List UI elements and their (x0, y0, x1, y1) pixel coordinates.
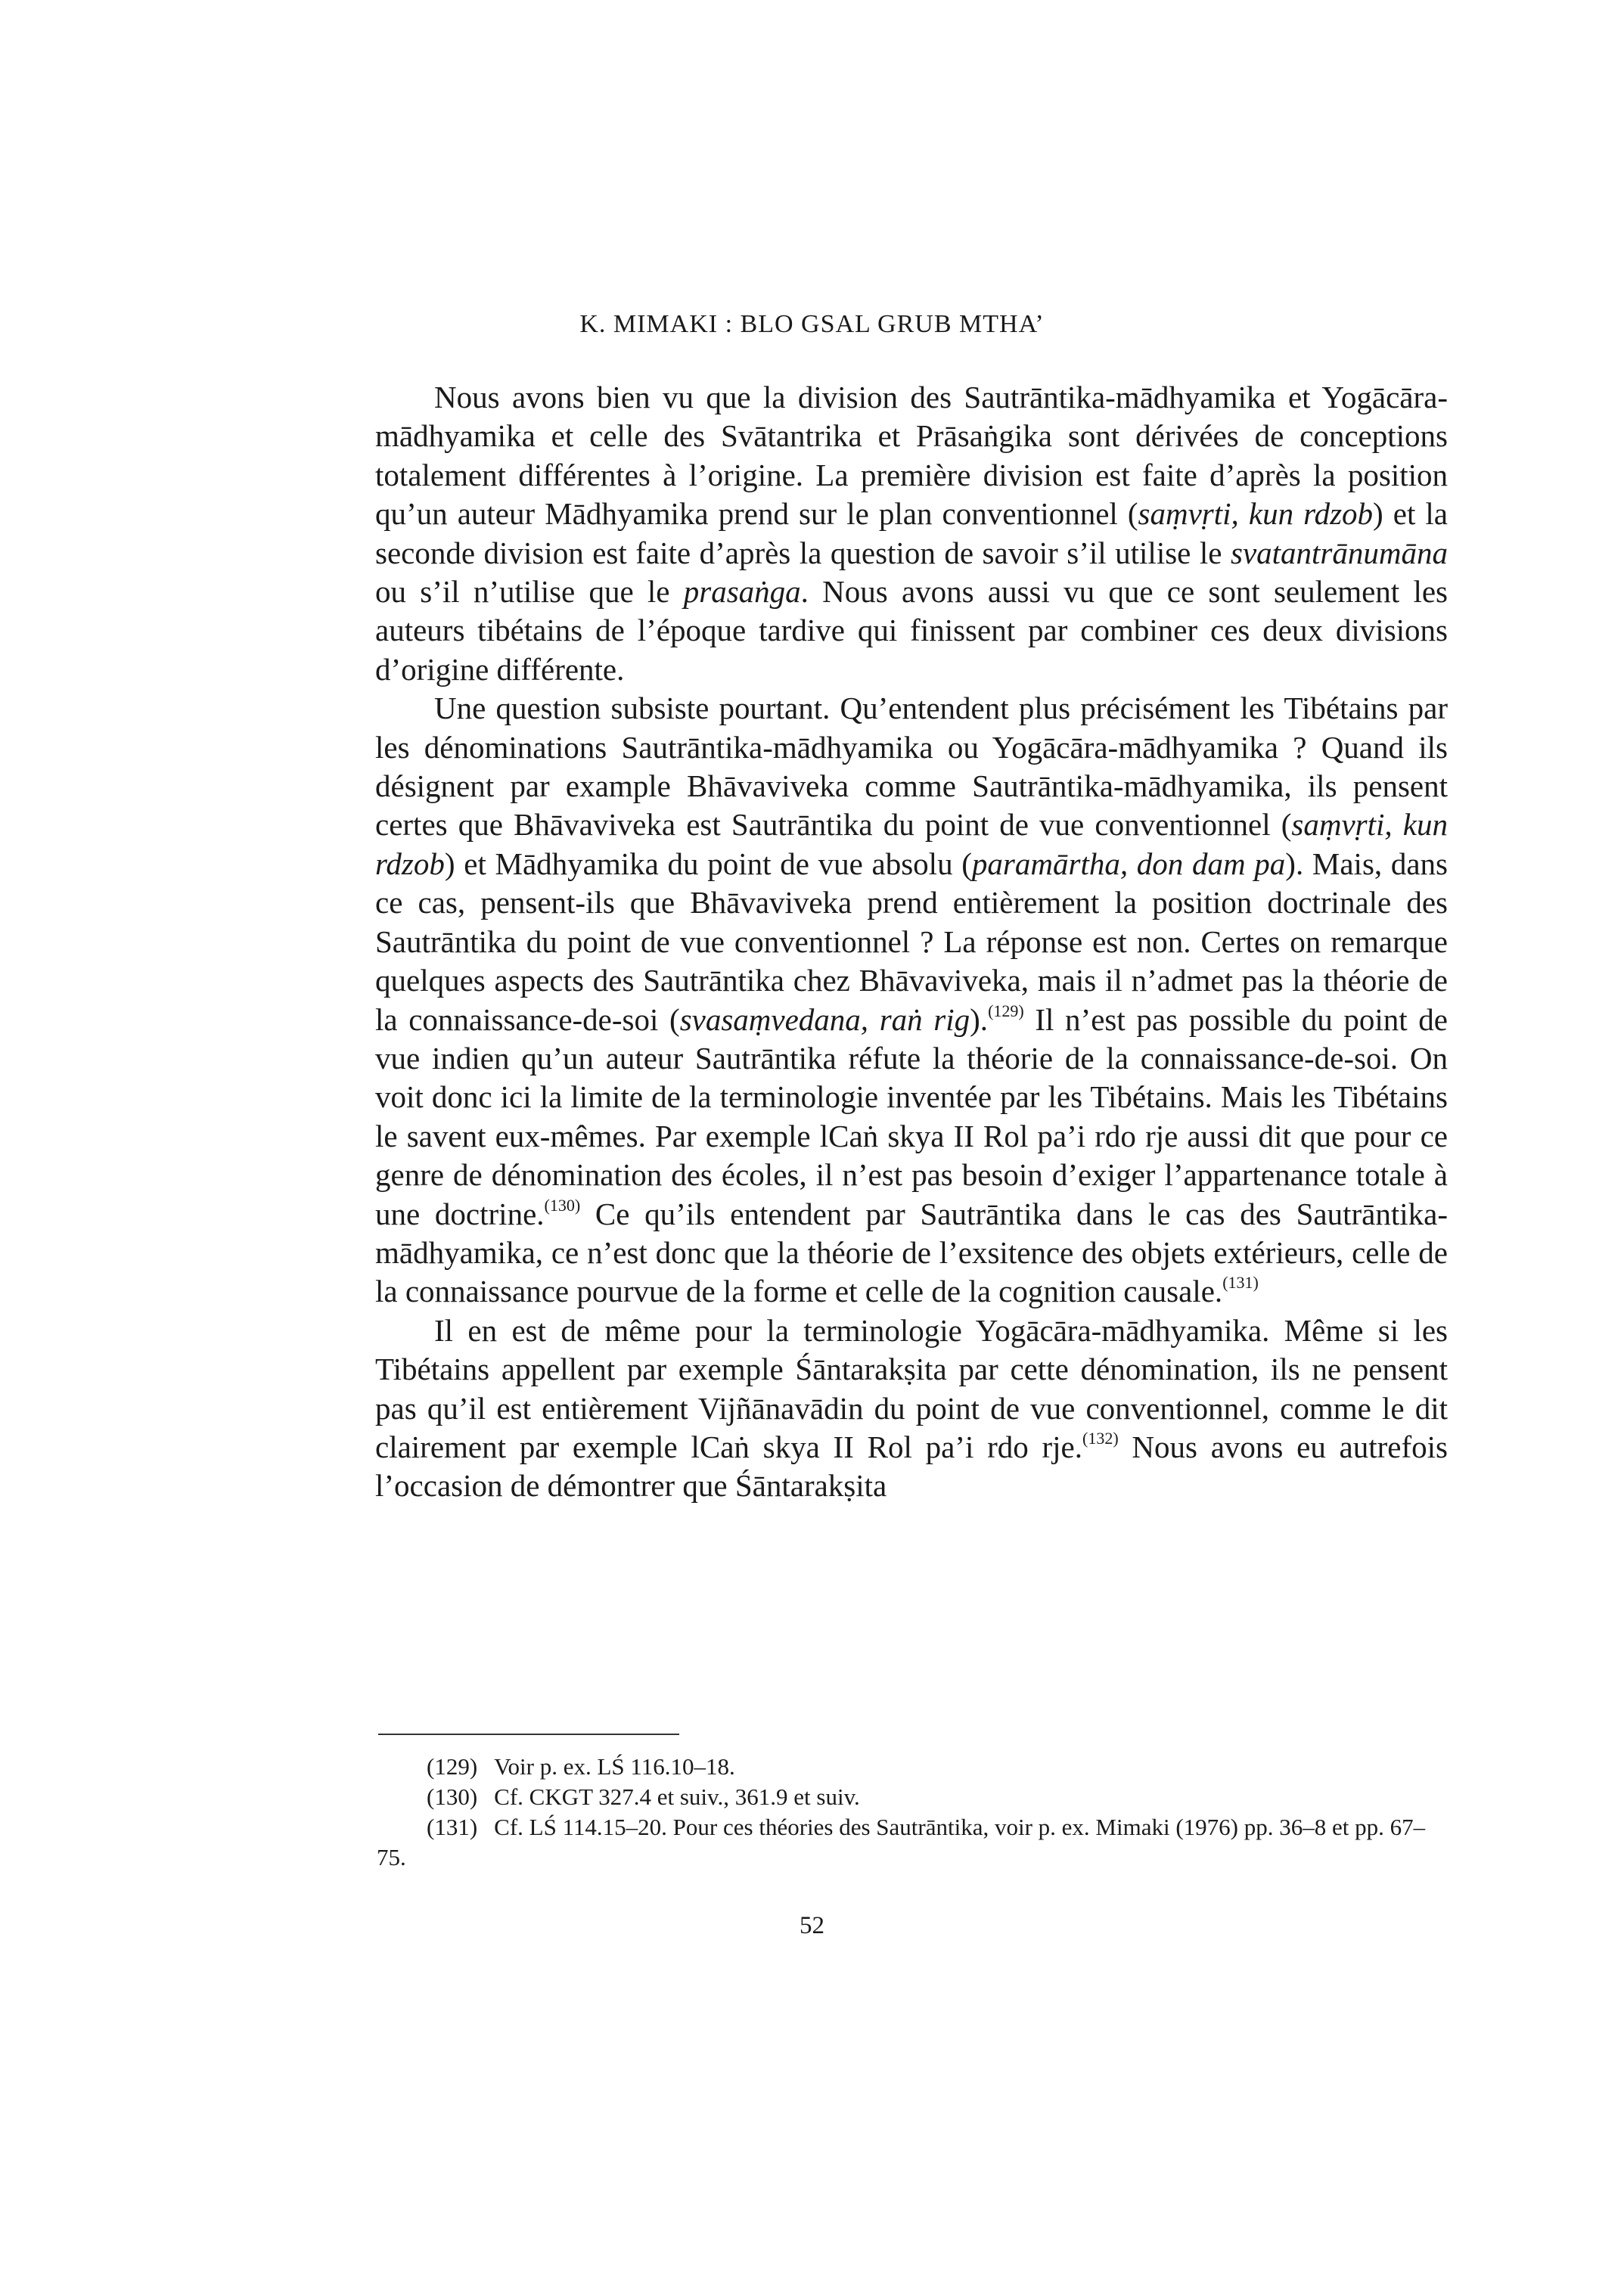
footnote-ref: (130) (544, 1195, 581, 1215)
paragraph (375, 378, 1448, 689)
text-run: Nous avons eu autrefois l’occasion de démontrer que Śāntarakṣita (375, 1429, 1449, 1504)
footnote (377, 1782, 1447, 1812)
footnote (377, 1752, 1447, 1782)
text-run: ou s’il n’utilise que le (375, 574, 684, 610)
running-head: K. MIMAKI : BLO GSAL GRUB MTHA’ (579, 310, 1045, 338)
text-run: Ce qu’ils entendent par Sautrāntika dans le cas des Sautrāntika-mādhyamika, ce n’est donc que la théorie de l’exsitence des objets extérieurs, celle de la connaissance pourvue de la forme et celle de la cognition causale. (375, 1196, 1448, 1309)
italic-term: saṃvṛti, kun rdzob (1138, 496, 1374, 532)
italic-term: paramārtha, don dam pa (971, 846, 1286, 881)
text-run: ). Mais, dans ce cas, pensent-ils que Bhāvaviveka prend entièrement la position doctrinale des Sautrāntika du point de vue conventionnel ? La réponse est non. Certes on remarque quelques aspects des Sautrāntika chez Bhāvaviveka, mais il n’admet pas la théorie de la connaissance-de-soi ( (375, 846, 1448, 1037)
footnote-ref: (131) (1222, 1273, 1259, 1293)
text-run: Il en est de même pour la terminologie Yogācāra-mādhyamika. Même si les Tibétains appellent par exemple Śāntarakṣita par cette dénomination, ils ne pensent pas qu’il est entièrement Vijñānavādin du point de vue conventionnel, comme le dit clairement par exemple lCaṅ skya II Rol pa’i rdo rje. (375, 1312, 1448, 1464)
footnote-number: (129) (427, 1753, 478, 1780)
footnote-ref: (132) (1082, 1428, 1119, 1448)
footnote-text: Voir p. ex. LŚ 116.10–18. (494, 1753, 735, 1780)
text-run: ) et la seconde division est faite d’après la question de savoir s’il utilise le (375, 496, 1449, 570)
italic-term: svasaṃvedana, raṅ rig (679, 1001, 970, 1037)
footnote-text: Cf. CKGT 327.4 et suiv., 361.9 et suiv. (494, 1783, 860, 1810)
footnote-rule (378, 1734, 679, 1735)
footnote-number: (131) (427, 1814, 478, 1840)
text-run: Une question subsiste pourtant. Qu’entendent plus précisément les Tibétains par les dénominations Sautrāntika-mādhyamika ou Yogācāra-mādhyamika ? Quand ils désignent par example Bhāvaviveka comme Sautrāntika-mādhyamika, ils pensent certes que Bhāvaviveka est Sautrāntika du point de vue conventionnel ( (375, 691, 1448, 843)
footnote-text: Cf. LŚ 114.15–20. Pour ces théories des Sautrāntika, voir p. ex. Mimaki (1976) pp. 36–8 et pp. 67–75. (377, 1814, 1426, 1870)
body-text (375, 378, 1448, 1506)
footnote-number: (130) (427, 1783, 478, 1810)
italic-term: saṃvṛti, kun rdzob (375, 807, 1448, 881)
paragraph (375, 1312, 1448, 1506)
paragraph (375, 689, 1448, 1312)
text-run: ). (970, 1001, 989, 1037)
italic-term: prasaṅga (683, 574, 801, 610)
footnote (377, 1812, 1447, 1873)
italic-term: svatantrānumāna (1231, 535, 1448, 570)
footnotes (377, 1752, 1447, 1873)
text-run: . Nous avons aussi vu que ce sont seulement les auteurs tibétains de l’époque tardive qui finissent par combiner ces deux divisions d’origine différente. (375, 574, 1448, 687)
text-run: ) et Mādhyamika du point de vue absolu ( (444, 846, 972, 881)
text-run: Nous avons bien vu que la division des Sautrāntika-mādhyamika et Yogācāra-mādhyamika et celle des Svātantrika et Prāsaṅgika sont dérivées de conceptions totalement différentes à l’origine. La première division est faite d’après la position qu’un auteur Mādhyamika prend sur le plan conventionnel ( (375, 380, 1448, 532)
text-run: Il n’est pas possible du point de vue indien qu’un auteur Sautrāntika réfute la théorie de la connaissance-de-soi. On voit donc ici la limite de la terminologie inventée par les Tibétains. Mais les Tibétains le savent eux-mêmes. Par exemple lCaṅ skya II Rol pa’i rdo rje aussi dit que pour ce genre de dénomination des écoles, il n’est pas besoin d’exiger l’appartenance totale à une doctrine. (375, 1001, 1448, 1231)
page-number: 52 (800, 1912, 824, 1939)
footnote-ref: (129) (988, 1001, 1024, 1020)
